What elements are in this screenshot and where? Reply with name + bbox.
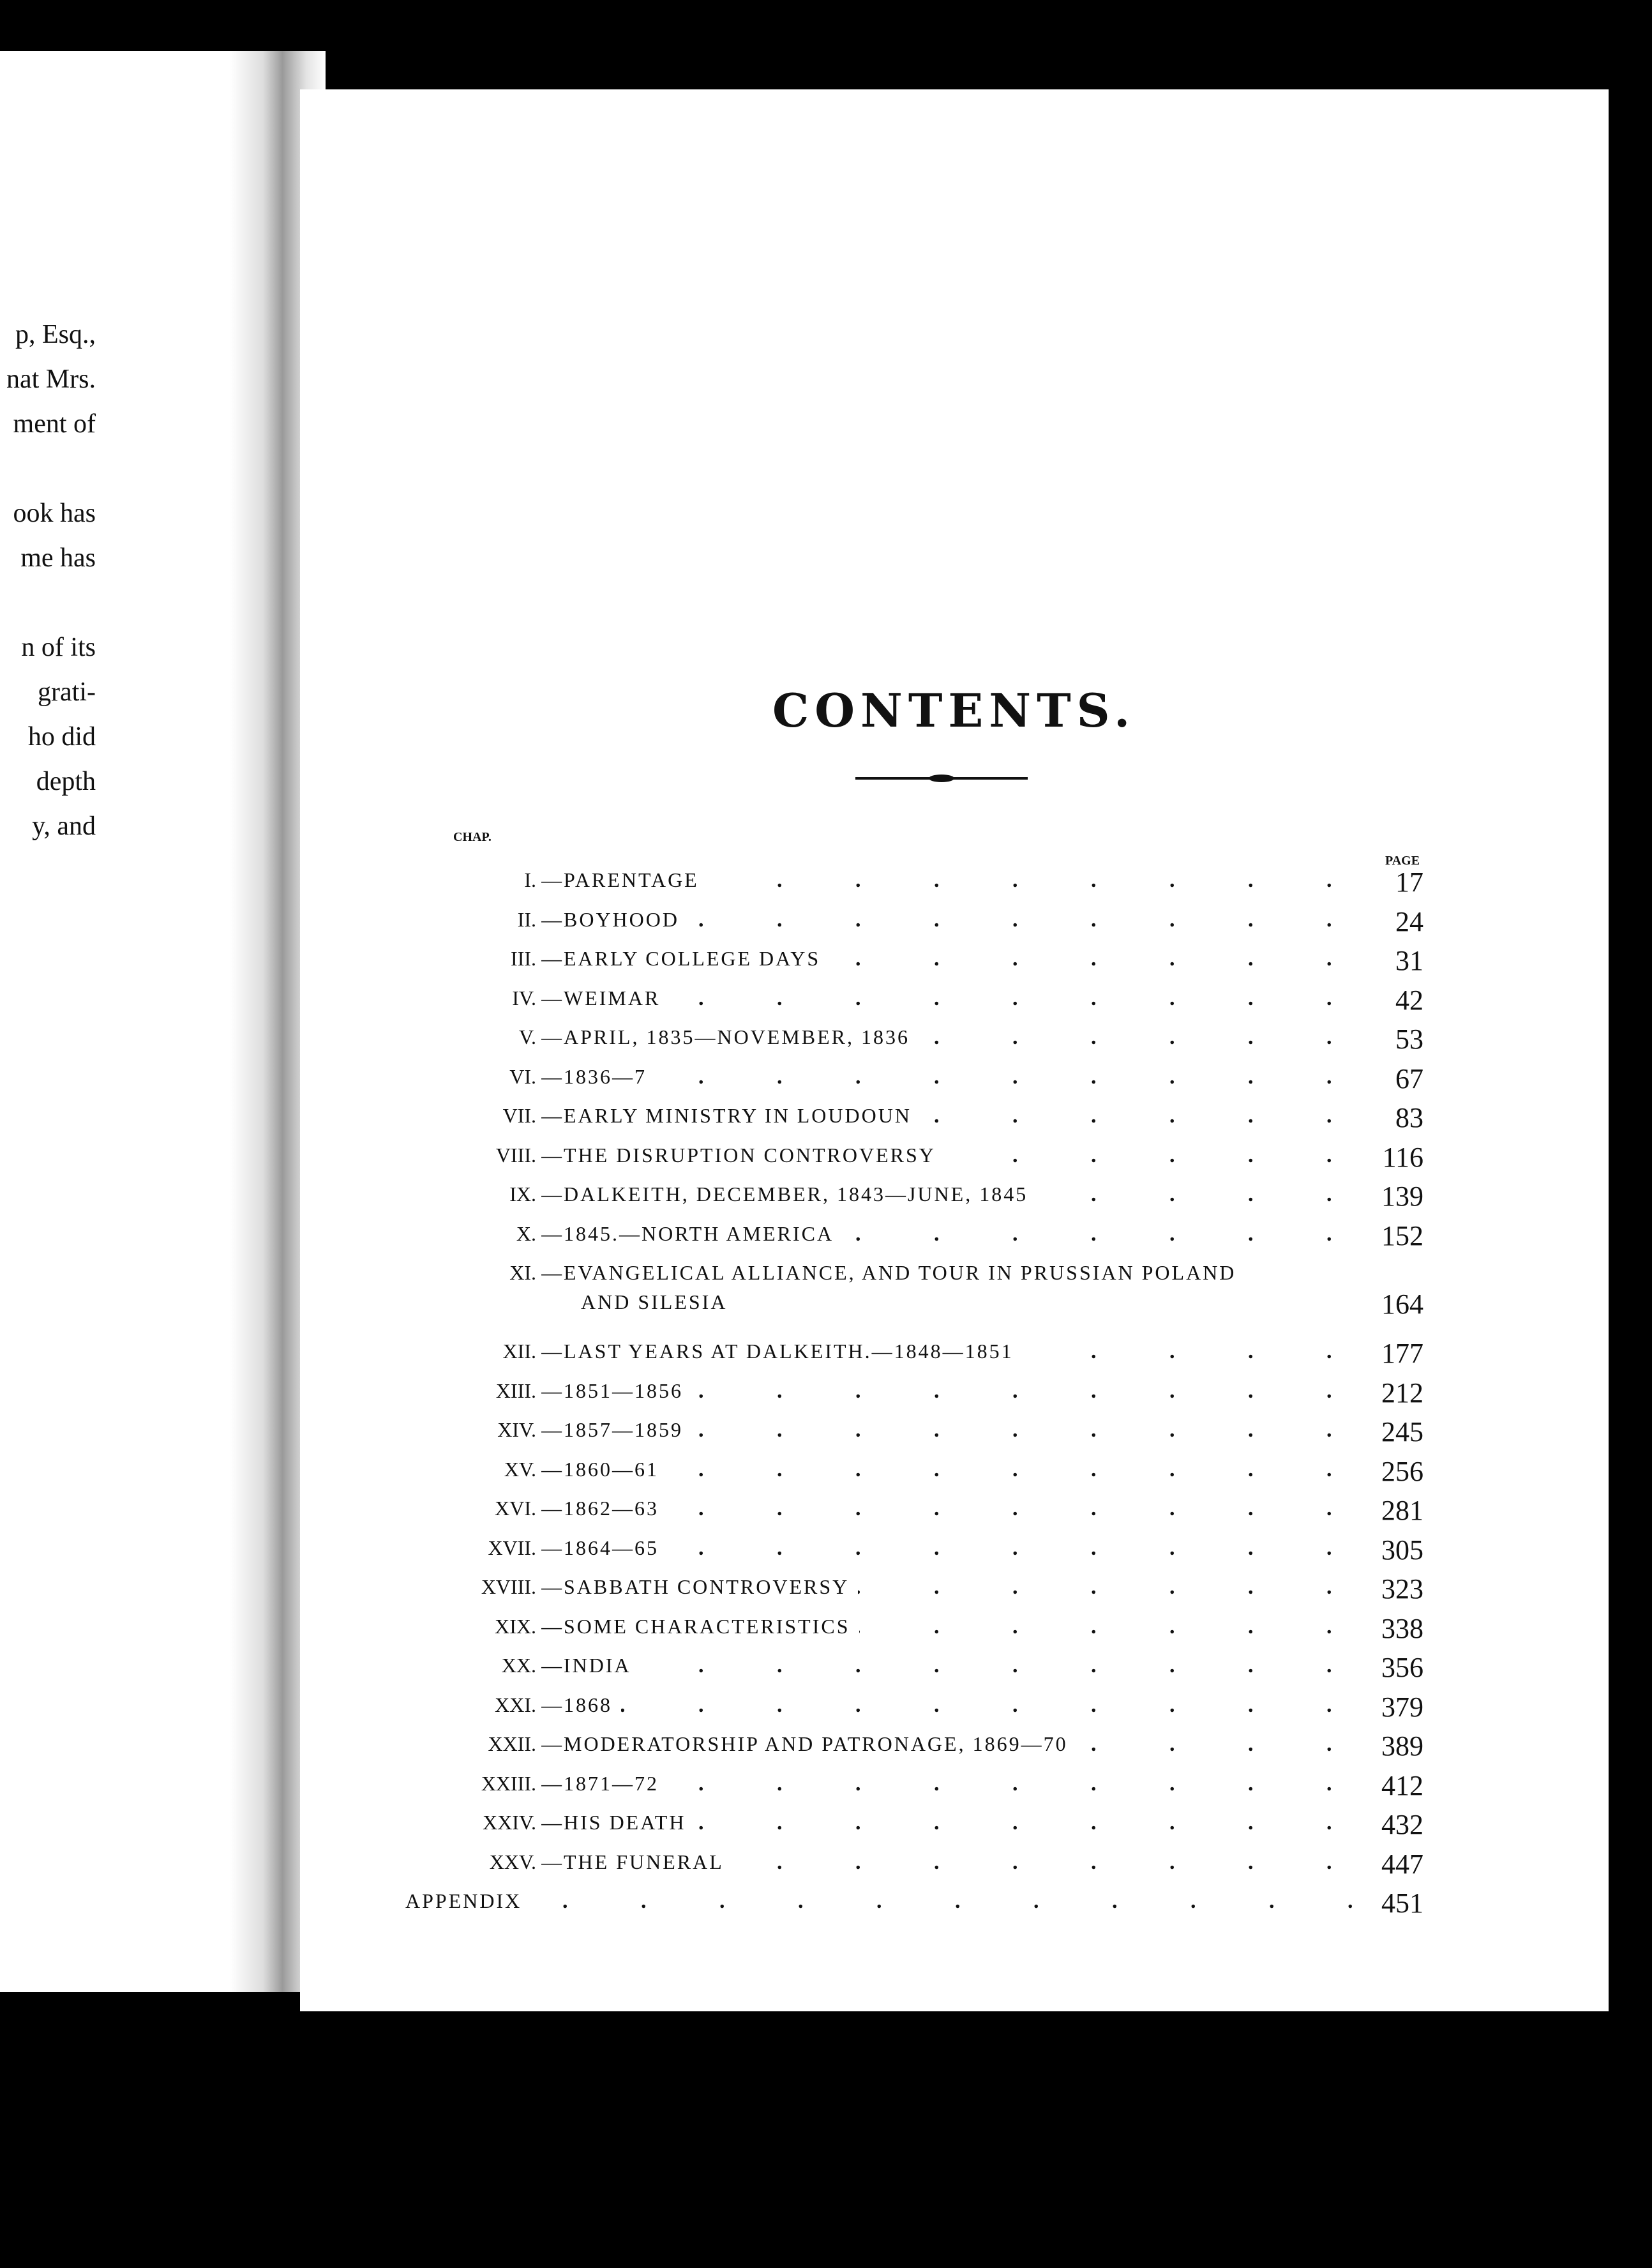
chapter-title — [541, 1536, 1384, 1560]
page-number: 177 — [1381, 1338, 1423, 1369]
toc-entry — [300, 1183, 1609, 1221]
toc-entry — [300, 984, 1609, 1025]
chapter-number: XIV. — [497, 1418, 536, 1441]
chapter-title — [541, 1693, 1384, 1717]
chapter-number: IX. — [509, 1183, 536, 1206]
toc-entry — [300, 1379, 1609, 1418]
chapter-title-text: —SOME CHARACTERISTICS — [541, 1615, 859, 1638]
chapter-title-text: —1871—72 — [541, 1772, 668, 1795]
chapter-title-text: —APRIL, 1835—NOVEMBER, 1836 — [541, 1025, 919, 1048]
left-page-line: n of its — [21, 633, 96, 662]
chapter-title — [541, 1065, 1384, 1089]
left-page-line: y, and — [32, 812, 96, 841]
toc-entry — [300, 1261, 1609, 1320]
chapter-title-text: —MODERATORSHIP AND PATRONAGE, 1869—70 — [541, 1732, 1077, 1755]
toc-entry — [300, 1889, 1609, 1928]
page-number: 323 — [1381, 1573, 1423, 1605]
page-number: 432 — [1381, 1809, 1423, 1840]
chapter-title — [541, 1850, 1384, 1874]
page-number: 24 — [1395, 905, 1423, 937]
toc-entry — [300, 1850, 1609, 1889]
contents-page — [300, 89, 1609, 2011]
chapter-title — [541, 1732, 1384, 1756]
page-number: 67 — [1395, 1062, 1423, 1094]
left-page-line: ook has — [13, 499, 96, 528]
page-number: 42 — [1395, 984, 1423, 1016]
chapter-title — [541, 868, 1384, 892]
chapter-title-text: —1864—65 — [541, 1536, 668, 1559]
toc-entry — [300, 1025, 1609, 1064]
page-number: 164 — [1381, 1289, 1423, 1320]
page-number: 83 — [1395, 1102, 1423, 1133]
page-number: 447 — [1381, 1848, 1423, 1880]
chapter-title — [541, 1458, 1384, 1481]
left-page-line: me has — [20, 543, 96, 573]
chapter-number: XVII. — [488, 1536, 536, 1559]
chapter-title — [541, 987, 1384, 1010]
title-rule-ornament — [929, 775, 954, 782]
toc-entry — [300, 947, 1609, 985]
chapter-title-text: APPENDIX — [405, 1889, 530, 1912]
chapter-title-text: —PARENTAGE — [541, 868, 708, 891]
chapter-number: IV. — [512, 986, 536, 1009]
page-number: 212 — [1381, 1377, 1423, 1409]
chapter-number: I. — [524, 868, 536, 891]
chapter-title-text: —1845.—NORTH AMERICA — [541, 1222, 843, 1245]
page-number: 356 — [1381, 1652, 1423, 1683]
chapter-title — [541, 1418, 1384, 1442]
chapter-title-text: —BOYHOOD — [541, 908, 688, 931]
chapter-title-continuation: AND SILESIA — [581, 1290, 728, 1313]
chapter-title-text: —1851—1856 — [541, 1379, 692, 1402]
page-number: 379 — [1381, 1691, 1423, 1723]
page-number: 281 — [1381, 1495, 1423, 1526]
chapter-number: XIII. — [495, 1379, 536, 1402]
chapter-number: XX. — [501, 1654, 536, 1677]
toc-entry — [300, 1418, 1609, 1456]
page-number: 305 — [1381, 1534, 1423, 1566]
chapter-number: II. — [517, 907, 536, 931]
page-number: 412 — [1381, 1769, 1423, 1801]
left-page-line: p, Esq., — [15, 320, 96, 349]
toc-entry — [300, 1340, 1609, 1378]
page-number: 451 — [1381, 1887, 1423, 1919]
toc-entry — [300, 1612, 1609, 1653]
chapter-title — [541, 1654, 1384, 1677]
page-number: 53 — [1395, 1024, 1423, 1055]
toc-entry — [300, 1104, 1609, 1142]
chapter-title-text: —EARLY COLLEGE DAYS — [541, 947, 829, 970]
page-number: 256 — [1381, 1455, 1423, 1487]
chapter-number: XXV. — [489, 1850, 536, 1873]
chapter-number: XXIII. — [481, 1771, 536, 1795]
chapter-title-text: —INDIA — [541, 1654, 640, 1677]
toc-entry — [300, 1141, 1609, 1182]
page-title: CONTENTS. — [772, 683, 1136, 737]
chapter-title — [541, 947, 1384, 971]
chapter-title-text: —EVANGELICAL ALLIANCE, AND TOUR IN PRUSSIAN POLAND — [541, 1261, 1245, 1284]
page-column-header: PAGE — [1385, 854, 1420, 868]
chapter-number: III. — [511, 947, 536, 970]
toc-entry — [300, 1769, 1609, 1810]
chapter-title — [541, 1379, 1384, 1403]
chapter-title — [541, 1183, 1384, 1206]
toc-entry — [300, 1811, 1609, 1849]
chapter-number: XI. — [509, 1261, 536, 1284]
page-number: 245 — [1381, 1416, 1423, 1448]
toc-entry — [300, 1497, 1609, 1535]
chapter-number: VI. — [509, 1064, 536, 1088]
chapter-title-text: —WEIMAR — [541, 987, 669, 1009]
chapter-title — [541, 1104, 1384, 1128]
chapter-title-text: —1836—7 — [541, 1065, 656, 1088]
chapter-number: XVIII. — [481, 1575, 536, 1598]
left-page-line: ho did — [27, 722, 96, 752]
chapter-title — [541, 1575, 1384, 1599]
chapter-title — [541, 1025, 1384, 1049]
chapter-title — [541, 1772, 1384, 1796]
chapter-title — [541, 1811, 1384, 1834]
page-number: 17 — [1395, 866, 1423, 898]
chapter-title — [541, 1497, 1384, 1520]
chapter-title-text: —1857—1859 — [541, 1418, 692, 1441]
page-number: 152 — [1381, 1220, 1423, 1251]
chapter-title-text: —THE DISRUPTION CONTROVERSY — [541, 1144, 945, 1167]
page-number: 139 — [1381, 1181, 1423, 1212]
chapter-title-text: —1860—61 — [541, 1458, 668, 1481]
chapter-title-text: —HIS DEATH — [541, 1811, 695, 1834]
chapter-title — [541, 1261, 1384, 1285]
chapter-title-text: —SABBATH CONTROVERSY — [541, 1575, 858, 1598]
chapter-title-text: —1868 — [541, 1693, 621, 1716]
toc-entry — [300, 1732, 1609, 1771]
chapter-number: XV. — [504, 1457, 536, 1481]
chapter-title — [541, 1222, 1384, 1246]
chapter-number: XXIV. — [483, 1811, 536, 1834]
page-number: 338 — [1381, 1612, 1423, 1644]
chapter-title-text: —1862—63 — [541, 1497, 668, 1520]
chapter-number: VII. — [502, 1104, 536, 1127]
chapter-title — [541, 1615, 1384, 1638]
chapter-title-text: —EARLY MINISTRY IN LOUDOUN — [541, 1104, 920, 1127]
toc-entry — [300, 1575, 1609, 1614]
left-page-line: ment of — [13, 409, 96, 439]
chapter-title-text: —DALKEITH, DECEMBER, 1843—JUNE, 1845 — [541, 1183, 1037, 1206]
page-number: 31 — [1395, 945, 1423, 976]
chapter-title — [541, 1340, 1384, 1363]
toc-entry — [300, 1062, 1609, 1103]
chapter-number: XVI. — [495, 1497, 536, 1520]
toc-entry — [300, 1693, 1609, 1732]
chapter-number: XXI. — [495, 1693, 536, 1716]
chapter-number: VIII. — [495, 1143, 536, 1167]
chapter-title — [541, 908, 1384, 932]
chapter-title-text: —LAST YEARS AT DALKEITH.—1848—1851 — [541, 1340, 1023, 1363]
chapter-number: X. — [516, 1221, 536, 1245]
toc-entry — [300, 868, 1609, 907]
toc-entry — [300, 1536, 1609, 1575]
toc-entry — [300, 1222, 1609, 1260]
chapter-number: V. — [519, 1025, 536, 1048]
toc-entry — [300, 1455, 1609, 1496]
page-number: 116 — [1382, 1141, 1423, 1173]
left-page-line: depth — [36, 767, 96, 796]
chapter-number: XXII. — [488, 1732, 536, 1755]
chap-column-header: CHAP. — [453, 830, 492, 844]
toc-entry — [300, 1654, 1609, 1692]
chapter-number: XIX. — [495, 1614, 536, 1638]
chapter-number: XII. — [502, 1340, 536, 1363]
chapter-title — [405, 1889, 1384, 1913]
page-number: 389 — [1381, 1730, 1423, 1762]
left-page-line: grati- — [38, 677, 96, 707]
left-page-line: nat Mrs. — [6, 365, 96, 394]
toc-entry — [300, 905, 1609, 946]
chapter-title — [541, 1144, 1384, 1167]
chapter-title-text: —THE FUNERAL — [541, 1850, 733, 1873]
